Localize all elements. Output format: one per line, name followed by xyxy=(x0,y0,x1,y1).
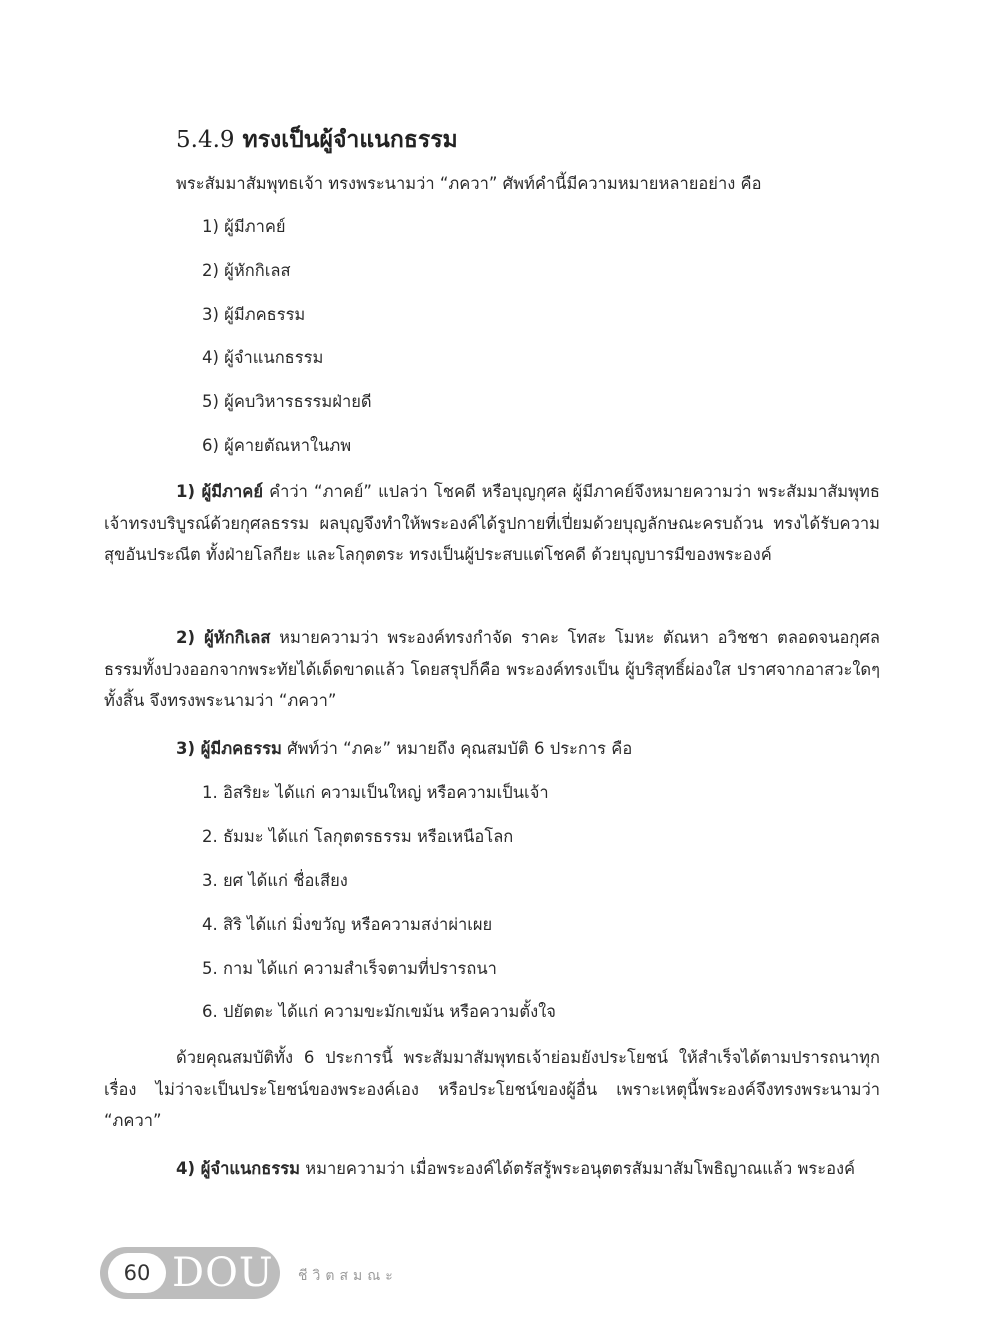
meaning-item: 3) ผู้มีภคธรรม xyxy=(202,305,306,324)
paragraph-1-text: คำว่า “ภาคย์” แปลว่า โชคดี หรือบุญกุศล ผู้มีภาคย์จึงหมายความว่า พระสัมมาสัมพุทธเจ้าทรงบริบูรณ์ด้วยกุศลธรรม ผลบุญจึงทำให้พระองค์ได้รูปกายที่เปี่ยมด้วยบุญลักษณะครบถ้วน ทรงได้รับความสุขอันประณีต ทั้งฝ่ายโลกียะ และโลกุตตระ ทรงเป็นผู้ประสบแต่โชคดี ด้วยบุญบารมีของพระองค์ xyxy=(104,482,880,564)
paragraph-4: ด้วยคุณสมบัติทั้ง 6 ประการนี้ พระสัมมาสัมพุทธเจ้าย่อมยังประโยชน์ ให้สำเร็จได้ตามปรารถนาทุกเรื่อง ไม่ว่าจะเป็นประโยชน์ของพระองค์เอง หรือประโยชน์ของผู้อื่น เพราะเหตุนี้พระองค์จึงทรงพระนามว่า “ภควา” xyxy=(104,1048,880,1130)
paragraph-3-text: ศัพท์ว่า “ภคะ” หมายถึง คุณสมบัติ 6 ประการ คือ xyxy=(281,739,633,758)
series-title: ชีวิตสมณะ xyxy=(298,1268,398,1284)
meaning-item: 4) ผู้จำแนกธรรม xyxy=(202,348,324,367)
paragraph-3 xyxy=(176,737,632,761)
quality-item: 2. ธัมมะ ได้แก่ โลกุตตรธรรม หรือเหนือโลก xyxy=(202,827,514,846)
section-number: 5.4.9 xyxy=(176,127,235,153)
meaning-item: 5) ผู้คบวิหารธรรมฝ่ายดี xyxy=(202,392,372,411)
brand-logo-text: DOU xyxy=(172,1250,274,1296)
paragraph-2 xyxy=(104,622,880,717)
meaning-item: 1) ผู้มีภาคย์ xyxy=(202,217,286,236)
paragraph-3-lead: 3) ผู้มีภคธรรม xyxy=(176,739,282,758)
section-title: ทรงเป็นผู้จำแนกธรรม xyxy=(242,126,458,153)
quality-item: 6. ปยัตตะ ได้แก่ ความขะมักเขม้น หรือความตั้งใจ xyxy=(202,1002,556,1021)
paragraph-2-text: หมายความว่า พระองค์ทรงกำจัด ราคะ โทสะ โมหะ ตัณหา อวิชชา ตลอดจนอกุศลธรรมทั้งปวงออกจากพระทัยได้เด็ดขาดแล้ว โดยสรุปก็คือ พระองค์ทรงเป็น ผู้บริสุทธิ์ผ่องใส ปราศจากอาสวะใดๆ ทั้งสิ้น จึงทรงพระนามว่า “ภควา” xyxy=(104,628,880,710)
intro-paragraph: พระสัมมาสัมพุทธเจ้า ทรงพระนามว่า “ภควา” ศัพท์คำนี้มีความหมายหลายอย่าง คือ xyxy=(176,174,762,193)
meaning-item: 6) ผู้คายตัณหาในภพ xyxy=(202,436,352,455)
quality-item: 4. สิริ ได้แก่ มิ่งขวัญ หรือความสง่าผ่าเผย xyxy=(202,915,493,934)
quality-item: 1. อิสริยะ ได้แก่ ความเป็นใหญ่ หรือความเป็นเจ้า xyxy=(202,783,549,802)
meaning-item: 2) ผู้หักกิเลส xyxy=(202,261,291,280)
paragraph-1-lead: 1) ผู้มีภาคย์ xyxy=(176,482,264,501)
quality-item: 3. ยศ ได้แก่ ชื่อเสียง xyxy=(202,871,348,890)
paragraph-1 xyxy=(104,476,880,571)
section-heading xyxy=(176,122,458,158)
paragraph-5-text: หมายความว่า เมื่อพระองค์ได้ตรัสรู้พระอนุตตรสัมมาสัมโพธิญาณแล้ว พระองค์ xyxy=(299,1159,856,1178)
paragraph-5 xyxy=(176,1157,855,1181)
paragraph-5-lead: 4) ผู้จำแนกธรรม xyxy=(176,1159,300,1178)
page-number: 60 xyxy=(108,1253,166,1293)
quality-item: 5. กาม ได้แก่ ความสำเร็จตามที่ปรารถนา xyxy=(202,959,497,978)
paragraph-2-lead: 2) ผู้หักกิเลส xyxy=(176,628,271,647)
